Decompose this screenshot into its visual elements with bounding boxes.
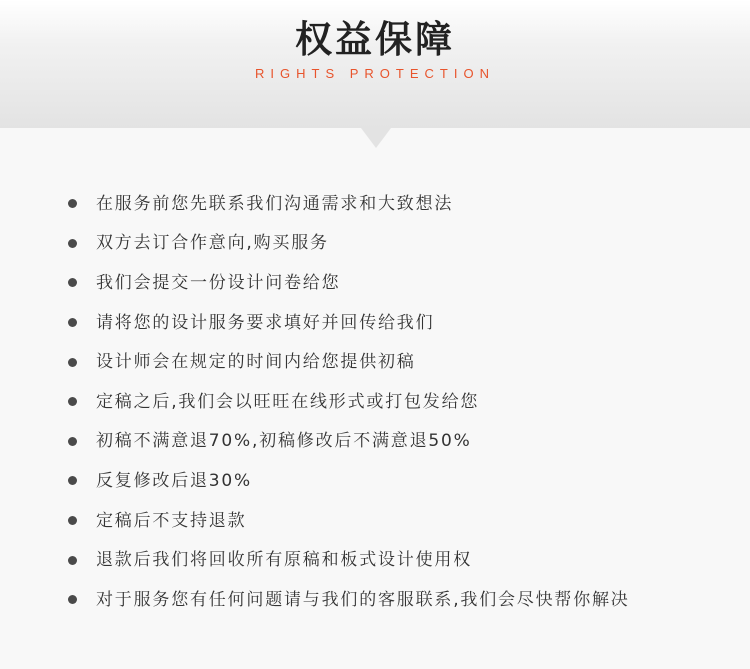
list-item [68, 184, 630, 224]
bullet-icon [68, 199, 77, 208]
list-item-text: 反复修改后退30% [96, 470, 252, 491]
bullet-icon [68, 318, 77, 327]
list-item [68, 461, 630, 501]
list-item [68, 382, 630, 422]
bullet-icon [68, 516, 77, 525]
rights-list [68, 184, 630, 620]
list-item-text: 退款后我们将回收所有原稿和板式设计使用权 [96, 550, 472, 571]
list-item [68, 342, 630, 382]
header-banner [0, 0, 750, 128]
bullet-icon [68, 556, 77, 565]
list-item-text: 我们会提交一份设计问卷给您 [96, 272, 341, 293]
list-item-text: 双方去订合作意向,购买服务 [96, 233, 329, 254]
bullet-icon [68, 437, 77, 446]
list-item-text: 请将您的设计服务要求填好并回传给我们 [96, 312, 435, 333]
bullet-icon [68, 358, 77, 367]
bullet-icon [68, 595, 77, 604]
list-item-text: 初稿不满意退70%,初稿修改后不满意退50% [96, 431, 472, 452]
list-item-text: 对于服务您有任何问题请与我们的客服联系,我们会尽快帮你解决 [96, 589, 630, 610]
list-item [68, 224, 630, 264]
bullet-icon [68, 278, 77, 287]
list-item-text: 定稿后不支持退款 [96, 510, 247, 531]
list-item [68, 501, 630, 541]
list-item [68, 303, 630, 343]
bullet-icon [68, 397, 77, 406]
bullet-icon [68, 239, 77, 248]
page-title: 权益保障 [295, 18, 455, 61]
bullet-icon [68, 476, 77, 485]
list-item [68, 263, 630, 303]
list-item [68, 580, 630, 620]
list-item [68, 540, 630, 580]
list-item-text: 定稿之后,我们会以旺旺在线形式或打包发给您 [96, 391, 480, 412]
header-pointer-arrow [361, 128, 391, 148]
list-item [68, 422, 630, 462]
list-item-text: 在服务前您先联系我们沟通需求和大致想法 [96, 193, 454, 214]
list-item-text: 设计师会在规定的时间内给您提供初稿 [96, 352, 416, 373]
page-subtitle: RIGHTS PROTECTION [255, 66, 495, 81]
